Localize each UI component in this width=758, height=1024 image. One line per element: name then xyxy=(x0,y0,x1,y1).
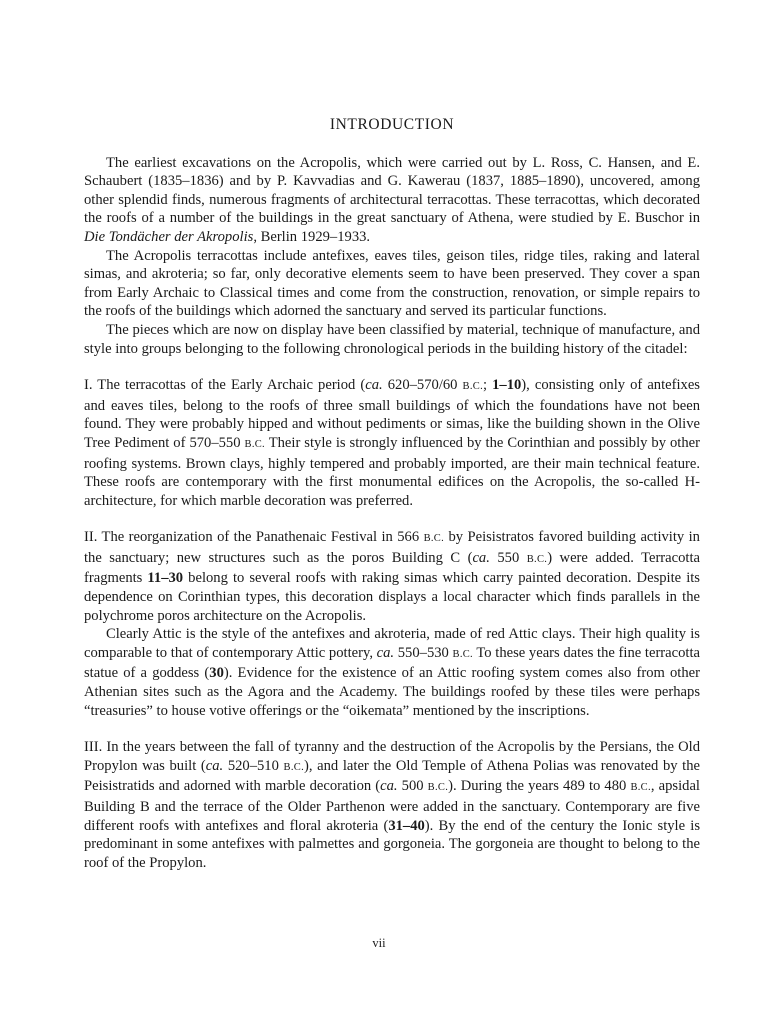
section-gap xyxy=(84,510,700,528)
page-number: vii xyxy=(372,936,386,950)
intro-paragraph-3: The pieces which are now on display have been classified by material, technique of manufacture, and style into groups belonging to the following chronological periods in the building history of the citadel: xyxy=(84,321,700,357)
intro-paragraph-2: The Acropolis terracottas include antefixes, eaves tiles, geison tiles, ridge tiles, raking and lateral simas, and akroteria; so far, only decorative elements seem to have been preserved. They cover a span from Early Archaic to Classical times and come from the construction, renovation, or simple repairs to the roofs of the buildings which adorned the sanctuary and served its particular functions. xyxy=(84,247,700,320)
section-3-paragraph: III. In the years between the fall of tyranny and the destruction of the Acropolis by the Persians, the Old Propylon was built (ca. 520–510 B.C.), and later the Old Temple of Athena Polias was renovated by the Peisistratids and adorned with marble decoration (ca. 500 B.C.). During the years 489 to 480 B.C., apsidal Building B and the terrace of the Older Parthenon were added in the sanctuary. Contemporary are five different roofs with antefixes and floral akroteria (31–40). By the end of the century the Ionic style is predominant in some antefixes with palmettes and gorgoneia. The gorgoneia are thought to belong to the roof of the Propylon. xyxy=(84,739,701,871)
section-gap xyxy=(84,720,700,738)
intro-paragraph-1: The earliest excavations on the Acropolis, which were carried out by L. Ross, C. Hansen, and E. Schaubert (1835–1836) and by P. Kavvadias and G. Kawerau (1837, 1885–1890), uncovered, among other splendid finds, numerous fragments of architectural terracottas. These terracottas, which decorated the roofs of a number of the buildings in the great sanctuary of Athena, were studied by E. Buschor in Die Tondächer der Akropolis, Berlin 1929–1933. xyxy=(84,154,700,245)
page-title: INTRODUCTION xyxy=(329,116,455,133)
catalogue-range: 31–40 xyxy=(388,817,425,834)
document-page xyxy=(84,116,700,872)
section-2-paragraph-2: Clearly Attic is the style of the antefixes and akroteria, made of red Attic clays. Their high quality is comparable to that of contemporary Attic pottery, ca. 550–530 B.C. To these years dates the fine terracotta statue of a goddess (30). Evidence for the existence of an Attic roofing system comes also from other Athenian sites such as the Agora and the Academy. The buildings roofed by these tiles were perhaps “treasuries” to house votive offerings or the “oikemata” mentioned by the inscriptions. xyxy=(84,626,701,719)
catalogue-range: 1–10 xyxy=(492,377,522,394)
section-2-paragraph: II. The reorganization of the Panathenaic Festival in 566 B.C. by Peisistratos favored building activity in the sanctuary; new structures such as the poros Building C (ca. 550 B.C.) were added. Terracotta fragments 11–30 belong to several roofs with raking simas which carry painted decoration. Despite its dependence on Corinthian types, this decoration displays a local character which finds parallels in the polychrome poros architecture on the Acropolis. xyxy=(84,529,701,624)
catalogue-number: 30 xyxy=(209,665,224,682)
catalogue-range: 11–30 xyxy=(147,570,184,587)
section-1-paragraph: I. The terracottas of the Early Archaic period (ca. 620–570/60 B.C.; 1–10), consisting only of antefixes and eaves tiles, belong to the roofs of three small buildings of which the foundations have not been found. They were probably hipped and without pediments or simas, like the building shown in the Olive Tree Pediment of 570–550 B.C. Their style is strongly influenced by the Corinthian and possibly by other roofing systems. Brown clays, highly tempered and probably imported, are their main technical feature. These roofs are contemporary with the first monumental edifices on the Acropolis, the so-called H-architecture, for which marble decoration was preferred. xyxy=(84,377,700,509)
book-title: Die Tondächer der Akropolis xyxy=(84,228,254,245)
section-gap xyxy=(84,358,700,376)
